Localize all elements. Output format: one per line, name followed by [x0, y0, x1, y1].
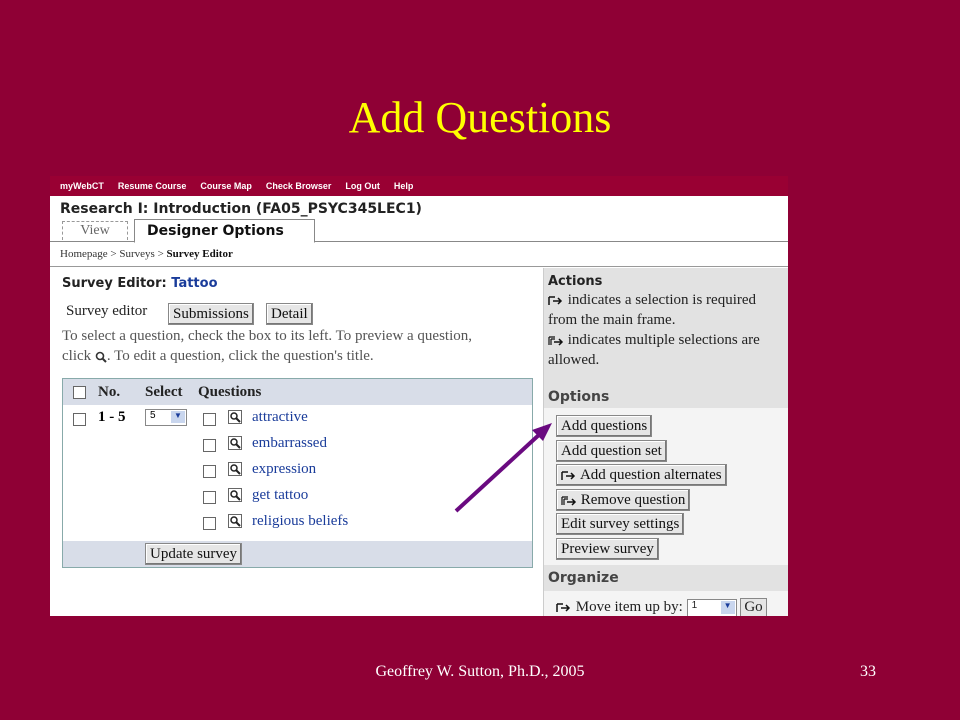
add-question-set-button[interactable]: Add question set — [556, 440, 667, 462]
move-amount-dropdown[interactable]: 1 ▼ — [687, 599, 737, 617]
options-heading: Options — [544, 386, 788, 408]
question-link[interactable]: religious beliefs — [252, 513, 349, 529]
chevron-down-icon: ▼ — [171, 411, 185, 423]
go-button[interactable]: Go — [740, 598, 766, 616]
col-no: No. — [98, 383, 121, 400]
survey-editor-label: Survey editor — [66, 303, 148, 319]
move-item-label: Move item up by: — [575, 598, 683, 615]
survey-name: Tattoo — [171, 276, 218, 291]
select-dropdown[interactable]: 5 ▼ — [145, 409, 187, 426]
detail-button[interactable]: Detail — [266, 303, 313, 325]
nav-log-out[interactable]: Log Out — [345, 181, 380, 191]
question-link[interactable]: embarrassed — [252, 435, 327, 451]
page-number: 33 — [860, 663, 876, 680]
col-select: Select — [145, 383, 183, 400]
question-link[interactable]: expression — [252, 461, 317, 477]
submissions-button[interactable]: Submissions — [168, 303, 254, 325]
add-question-alternates-button[interactable]: Add question alternates — [556, 464, 727, 486]
course-title: Research I: Introduction (FA05_PSYC345LEC1) — [50, 196, 788, 219]
breadcrumb-current: Survey Editor — [166, 248, 233, 260]
col-questions: Questions — [198, 383, 262, 400]
actions-heading: Actions — [548, 274, 603, 289]
nav-check-browser[interactable]: Check Browser — [265, 181, 332, 191]
nav-help[interactable]: Help — [393, 181, 414, 191]
breadcrumb-surveys[interactable]: Surveys — [119, 248, 155, 260]
question-link[interactable]: attractive — [252, 409, 308, 425]
chevron-down-icon: ▼ — [721, 601, 735, 614]
tab-view[interactable]: View — [62, 221, 128, 240]
nav-mywebct[interactable]: myWebCT — [60, 181, 104, 191]
tab-designer-options[interactable]: Designer Options — [134, 219, 315, 243]
nav-course-map[interactable]: Course Map — [200, 181, 252, 191]
row-number: 1 - 5 — [98, 409, 126, 425]
actions-legend: indicates a selection is required from the main frame. indicates multiple selections are allowed. — [548, 292, 760, 368]
footer-author: Geoffrey W. Sutton, Ph.D., 2005 — [375, 663, 585, 680]
breadcrumb-home[interactable]: Homepage — [60, 248, 108, 260]
survey-editor-title: Survey Editor: Tattoo — [62, 276, 218, 291]
slide-title: Add Questions — [348, 93, 612, 142]
remove-question-button[interactable]: Remove question — [556, 489, 690, 511]
instructions: To select a question, check the box to its left. To preview a question, click . To edit a question, click the question's title. — [62, 328, 473, 364]
add-questions-button[interactable]: Add questions — [556, 415, 652, 437]
preview-survey-button[interactable]: Preview survey — [556, 538, 659, 560]
nav-resume-course[interactable]: Resume Course — [117, 181, 187, 191]
question-link[interactable]: get tattoo — [252, 487, 309, 503]
organize-heading: Organize — [544, 565, 788, 591]
update-survey-button[interactable]: Update survey — [145, 543, 242, 565]
breadcrumb: Homepage > Surveys > Survey Editor — [50, 242, 788, 267]
edit-survey-settings-button[interactable]: Edit survey settings — [556, 513, 684, 535]
